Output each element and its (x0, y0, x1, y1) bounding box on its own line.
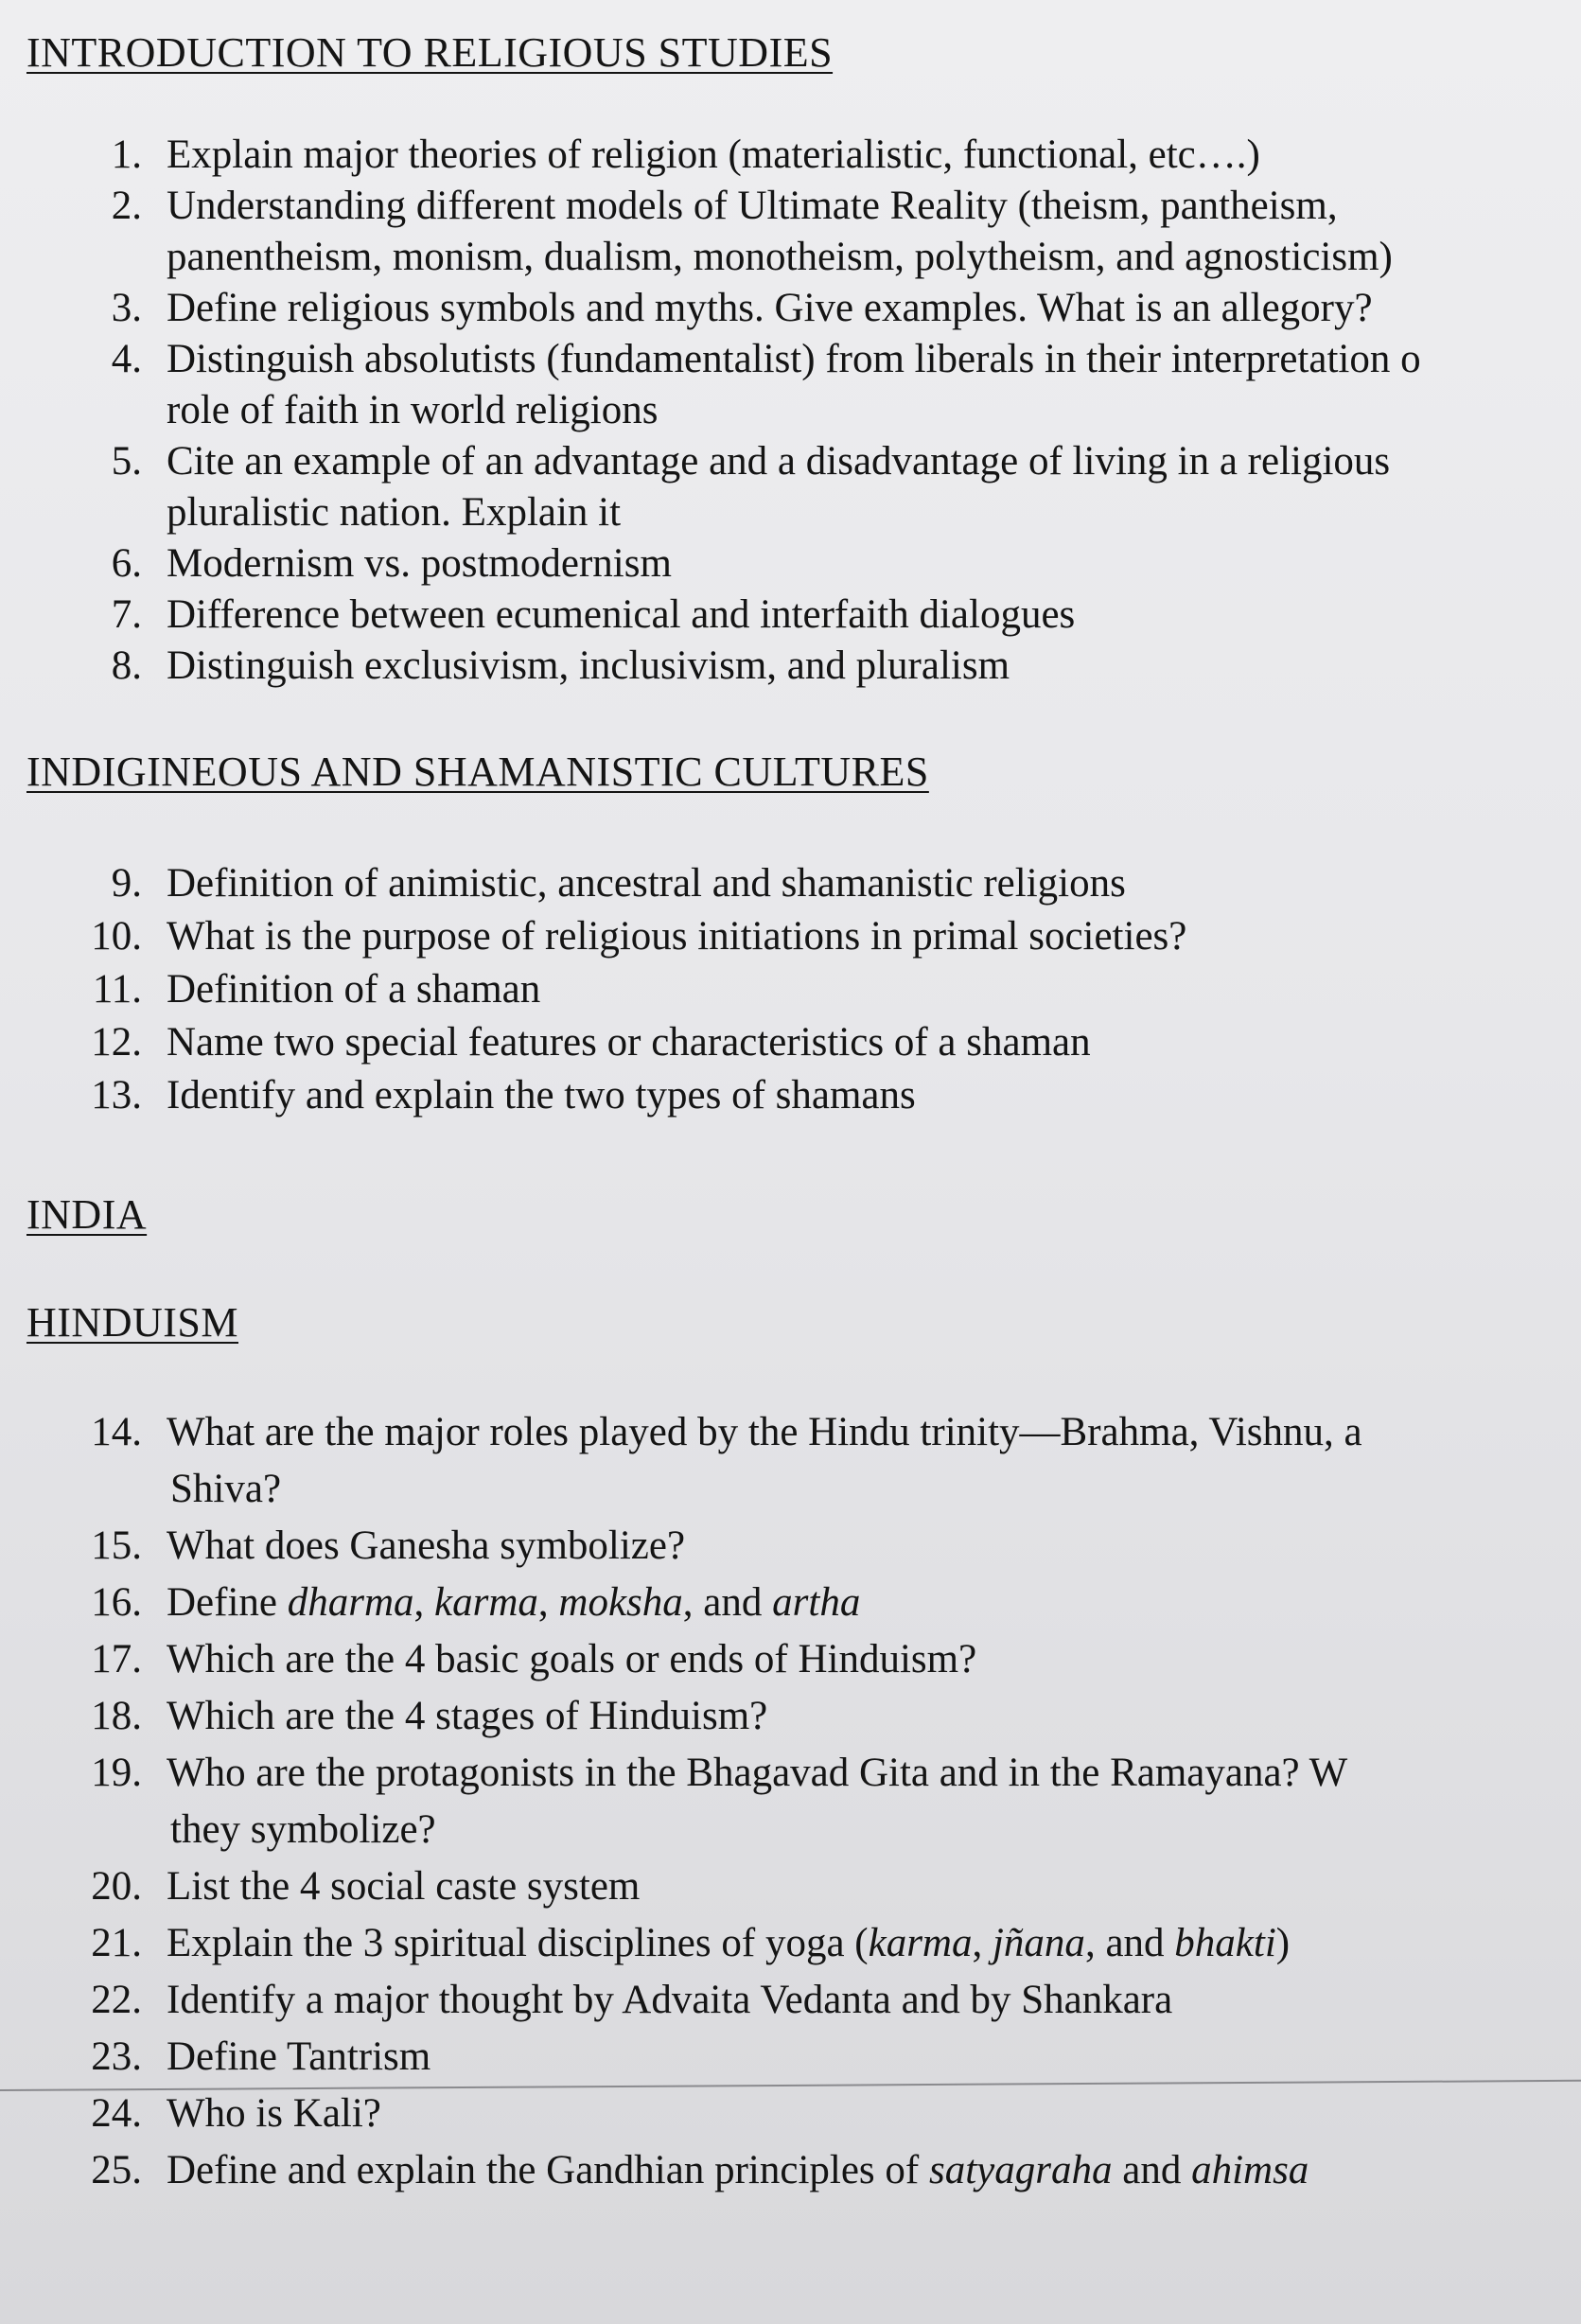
question-number: 18. (91, 1694, 142, 1738)
question-text: Which are the 4 stages of Hinduism? (167, 1694, 768, 1738)
question-number: 24. (91, 2091, 142, 2136)
question-text: Explain major theories of religion (materialistic, functional, etc….) (167, 132, 1260, 177)
question-number: 19. (91, 1751, 142, 1795)
text-run: Define and explain the Gandhian principles of (167, 2148, 929, 2192)
question-item (74, 286, 1373, 331)
question-item (74, 1694, 767, 1739)
question-text: What does Ganesha symbolize? (167, 1523, 686, 1568)
question-text-continued: pluralistic nation. Explain it (167, 490, 622, 535)
question-text-continued: role of faith in world religions (167, 388, 659, 432)
page-fold-line (0, 2080, 1581, 2091)
question-number: 22. (91, 1978, 142, 2022)
question-text: Identify and explain the two types of shamans (167, 1073, 916, 1118)
question-text-continued: they symbolize? (170, 1807, 436, 1852)
question-number: 4. (111, 337, 142, 381)
question-text: Distinguish absolutists (fundamentalist) from liberals in their interpretation o (167, 337, 1421, 381)
question-item (74, 2034, 430, 2080)
question-number: 9. (111, 861, 142, 906)
question-item (74, 643, 1010, 689)
term-karma: karma (434, 1580, 538, 1625)
text-run: , (537, 1580, 559, 1625)
question-item (74, 1523, 685, 1569)
question-number: 8. (111, 643, 142, 688)
question-text: Define Tantrism (167, 2034, 431, 2079)
question-text-continued: Shiva? (170, 1467, 282, 1511)
text-run: , and (682, 1580, 773, 1625)
term-bhakti: bhakti (1174, 1921, 1276, 1965)
question-text: Definition of a shaman (167, 967, 541, 1012)
question-number: 15. (91, 1523, 142, 1568)
question-item (74, 1921, 1290, 1966)
question-text: What is the purpose of religious initiations in primal societies? (167, 914, 1187, 959)
question-item (74, 1020, 1091, 1065)
text-run: , (972, 1921, 993, 1965)
question-number: 23. (91, 2034, 142, 2079)
question-item (74, 132, 1260, 178)
question-number: 13. (91, 1073, 142, 1118)
question-text: Understanding different models of Ultimate Reality (theism, pantheism, (167, 184, 1338, 228)
question-item (74, 2091, 381, 2137)
question-number: 16. (91, 1580, 142, 1625)
question-text: Identify a major thought by Advaita Vedanta and by Shankara (167, 1978, 1173, 2022)
text-run: , and (1084, 1921, 1175, 1965)
question-text (167, 1580, 860, 1626)
question-text: Name two special features or characteristics of a shaman (167, 1020, 1091, 1065)
text-run: Define (167, 1580, 288, 1625)
question-text: Distinguish exclusivism, inclusivism, and pluralism (167, 643, 1010, 688)
text-run: ) (1275, 1921, 1291, 1965)
section-heading-intro: INTRODUCTION TO RELIGIOUS STUDIES (26, 29, 834, 76)
question-text (167, 1921, 1290, 1966)
question-item (74, 1410, 1362, 1455)
text-run: Explain the 3 spiritual disciplines of yoga ( (167, 1921, 869, 1965)
question-text: Modernism vs. postmodernism (167, 541, 672, 586)
question-number: 10. (91, 914, 142, 959)
question-text: Difference between ecumenical and interfaith dialogues (167, 592, 1076, 637)
question-item (74, 337, 1421, 382)
section-heading-hinduism: HINDUISM (26, 1299, 238, 1346)
question-item (74, 2148, 1309, 2193)
question-text: What are the major roles played by the Hindu trinity—Brahma, Vishnu, a (167, 1410, 1362, 1454)
question-text-continued: panentheism, monism, dualism, monotheism, polytheism, and agnosticism) (167, 235, 1393, 279)
section-heading-indigenous: INDIGINEOUS AND SHAMANISTIC CULTURES (26, 748, 929, 795)
question-text: List the 4 social caste system (167, 1864, 641, 1909)
question-text: Define religious symbols and myths. Give examples. What is an allegory? (167, 286, 1373, 330)
question-number: 21. (91, 1921, 142, 1965)
term-jnana: jñana (992, 1921, 1085, 1965)
term-ahimsa: ahimsa (1191, 2148, 1309, 2192)
question-item (74, 184, 1338, 229)
question-number: 7. (111, 592, 142, 637)
term-karma: karma (868, 1921, 973, 1965)
question-item (74, 1751, 1347, 1796)
question-item (74, 1864, 640, 1910)
question-number: 6. (111, 541, 142, 586)
question-text: Who is Kali? (167, 2091, 381, 2136)
question-number: 14. (91, 1410, 142, 1454)
question-text (167, 2148, 1309, 2193)
question-text: Cite an example of an advantage and a disadvantage of living in a religious (167, 439, 1391, 484)
question-item (74, 439, 1390, 484)
question-item (74, 1978, 1172, 2023)
question-number: 11. (92, 967, 142, 1012)
term-dharma: dharma (287, 1580, 414, 1625)
question-number: 3. (111, 286, 142, 330)
question-number: 1. (111, 132, 142, 177)
section-heading-india: INDIA (26, 1191, 148, 1238)
question-item (74, 914, 1186, 960)
question-text: Who are the protagonists in the Bhagavad Gita and in the Ramayana? W (167, 1751, 1348, 1795)
term-satyagraha: satyagraha (928, 2148, 1113, 2192)
question-text: Which are the 4 basic goals or ends of Hinduism? (167, 1637, 977, 1681)
question-item (74, 1073, 916, 1118)
question-item (74, 861, 1126, 907)
question-item (74, 967, 540, 1012)
term-moksha: moksha (558, 1580, 683, 1625)
question-number: 25. (91, 2148, 142, 2192)
question-number: 12. (91, 1020, 142, 1065)
question-item (74, 541, 672, 587)
question-item (74, 1580, 860, 1626)
question-item (74, 592, 1075, 638)
question-number: 17. (91, 1637, 142, 1681)
question-number: 5. (111, 439, 142, 484)
text-run: and (1112, 2148, 1192, 2192)
text-run: , (413, 1580, 435, 1625)
question-text: Definition of animistic, ancestral and shamanistic religions (167, 861, 1126, 906)
question-number: 2. (111, 184, 142, 228)
term-artha: artha (772, 1580, 861, 1625)
question-item (74, 1637, 976, 1682)
question-number: 20. (91, 1864, 142, 1909)
